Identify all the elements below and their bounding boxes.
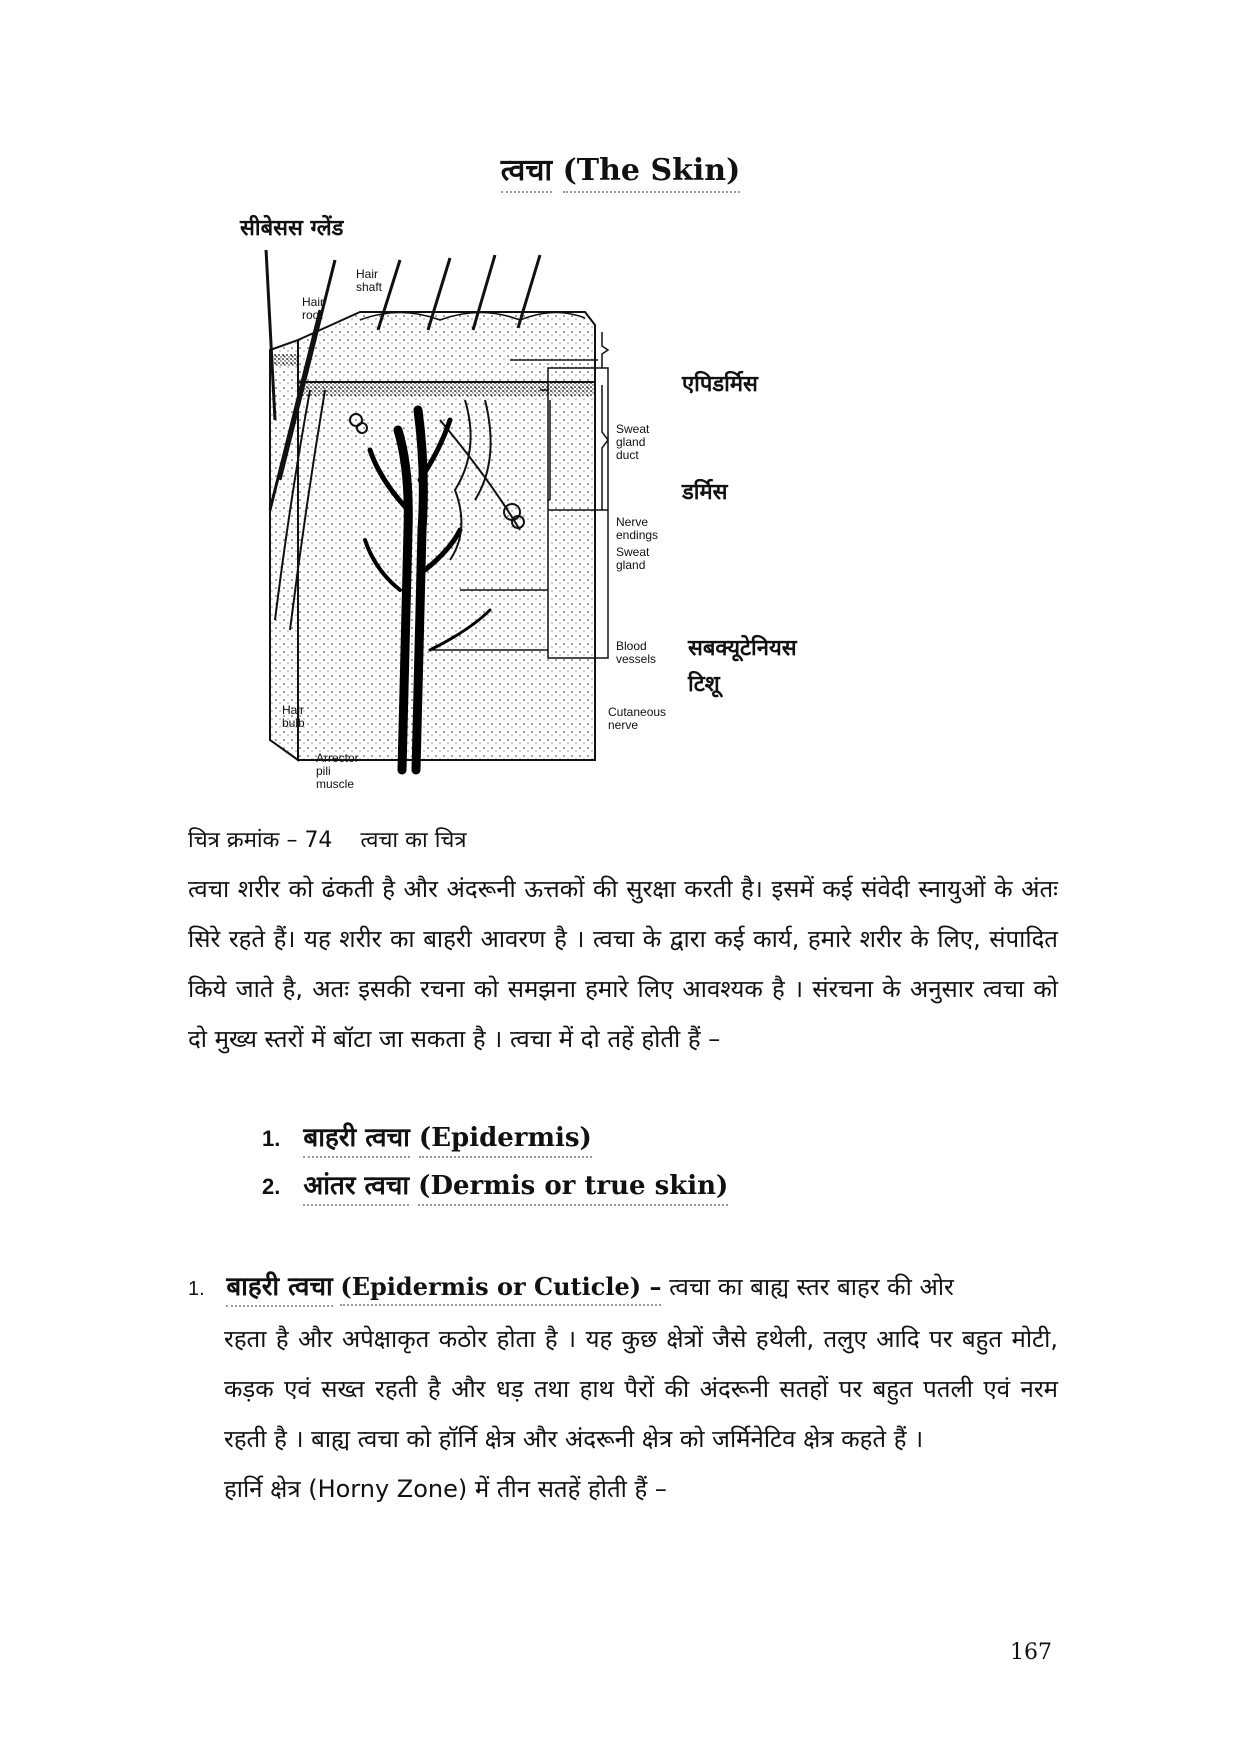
section-heading-hindi: बाहरी त्वचा xyxy=(226,1272,332,1307)
layer-item-2: 2. आंतर त्वचा (Dermis or true skin) xyxy=(262,1166,728,1202)
section-epidermis-body: रहता है और अपेक्षाकृत कठोर होता है । यह कुछ क्षेत्रों जैसे हथेली, तलुए आदि पर बहुत मोटी, कड़क एवं सख्त रहती है और धड़ तथा हाथ पैरों की अंदरूनी सतहों पर बहुत पतली एवं नरम रहती है । बाह्य त्वचा को हॉर्नि क्षेत्र और अंदरूनी क्षेत्र को जर्मिनेटिव क्षेत्र कहते हैं । xyxy=(224,1325,1058,1453)
epidermis-label: एपिडर्मिस xyxy=(682,372,758,397)
arrector-pili-label: Arrector pili muscle xyxy=(316,751,359,791)
layer-item-1: 1. बाहरी त्वचा (Epidermis) xyxy=(262,1118,592,1154)
section-text-first: त्वचा का बाह्य स्तर बाहर की ओर xyxy=(669,1273,954,1301)
hair-root-label: Hair root xyxy=(302,295,325,322)
section-epidermis xyxy=(188,1262,1058,1514)
figure-caption: चित्र क्रमांक – 74 त्वचा का चित्र xyxy=(188,828,467,853)
sweat-gland-label: Sweat gland xyxy=(616,545,650,572)
sweat-gland-duct-label: Sweat gland duct xyxy=(616,422,650,462)
section-number: 1. xyxy=(188,1278,205,1300)
title-hindi: त्वचा xyxy=(501,153,552,193)
cutaneous-nerve-label: Cutaneous nerve xyxy=(608,705,667,732)
nerve-endings-label: Nerve endings xyxy=(616,515,659,542)
hair-shaft-label: Hair shaft xyxy=(356,267,383,294)
skin-block xyxy=(270,312,595,760)
horny-zone-line: हार्नि क्षेत्र (Horny Zone) में तीन सतहें होती हैं – xyxy=(224,1475,667,1503)
page-number: 167 xyxy=(1010,1640,1052,1665)
intro-paragraph: त्वचा शरीर को ढंकती है और अंदरूनी ऊत्तकों की सुरक्षा करती है। इसमें कई संवेदी स्नायुओं के अंतः सिरे रहते हैं। यह शरीर का बाहरी आवरण है । त्वचा के द्वारा कई कार्य, हमारे शरीर के लिए, संपादित किये जाते है, अतः इसकी रचना को समझना हमारे लिए आवश्यक है । संरचना के अनुसार त्वचा को दो मुख्य स्तरों में बॉटा जा सकता है । त्वचा में दो तहें होती हैं – xyxy=(188,875,1058,1053)
subcutaneous-label-1: सबक्यूटेनियस xyxy=(688,636,797,661)
blood-vessels-label: Blood vessels xyxy=(616,639,657,666)
section-epidermis-first-line xyxy=(188,1262,1058,1314)
sebaceous-gland-label: सीबेसस ग्लेंड xyxy=(240,216,344,241)
subcutaneous-label-2: टिशू xyxy=(688,672,720,697)
hair-bulb-label: Hair bulb xyxy=(282,703,305,730)
title-english: (The Skin) xyxy=(563,153,741,193)
section-heading-english: (Epidermis or Cuticle) – xyxy=(340,1272,661,1306)
page-title xyxy=(0,148,1241,189)
dermis-label: डर्मिस xyxy=(682,480,728,505)
